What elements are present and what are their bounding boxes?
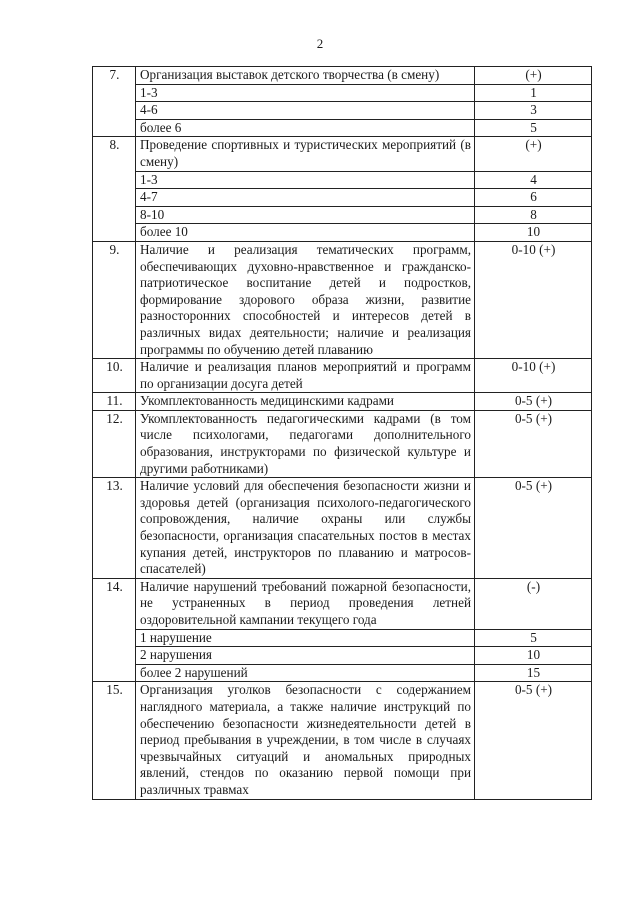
criterion-text: Наличие нарушений требований пожарной безопасности, не устраненных в период проведения летней оздоровительной кампании текущего года: [136, 578, 475, 629]
criteria-subrow: [93, 84, 592, 102]
subcriterion-text: 1-3: [136, 171, 475, 189]
criteria-row: [93, 241, 592, 358]
subcriterion-score: 8: [475, 206, 592, 224]
criteria-row: [93, 393, 592, 411]
criterion-text: Наличие и реализация тематических программ, обеспечивающих духовно-нравственное и гражданско-патриотическое воспитание детей и подростков, формирование здорового образа жизни, развитие разносторонних способностей и интересов детей в различных видах деятельности; наличие и реализация программы по обучению детей плаванию: [136, 241, 475, 358]
criteria-subrow: [93, 102, 592, 120]
subcriterion-score: 10: [475, 224, 592, 242]
subcriterion-score: 10: [475, 647, 592, 665]
criteria-subrow: [93, 629, 592, 647]
row-number: 11.: [93, 393, 136, 411]
criterion-score: 0-10 (+): [475, 241, 592, 358]
subcriterion-score: 5: [475, 119, 592, 137]
criterion-text: Наличие и реализация планов мероприятий и программ по организации досуга детей: [136, 359, 475, 393]
subcriterion-text: 4-7: [136, 189, 475, 207]
criteria-row: [93, 478, 592, 579]
criterion-score: (-): [475, 578, 592, 629]
criteria-row: [93, 682, 592, 799]
criterion-text: Укомплектованность педагогическими кадрами (в том числе психологами, педагогами дополнительного образования, инструкторами по физической культуре и другими работниками): [136, 410, 475, 477]
criteria-table: [92, 66, 592, 800]
criteria-row: [93, 67, 592, 85]
subcriterion-score: 5: [475, 629, 592, 647]
criteria-subrow: [93, 647, 592, 665]
row-number: 15.: [93, 682, 136, 799]
criteria-subrow: [93, 664, 592, 682]
criteria-row: [93, 578, 592, 629]
criterion-text: Организация уголков безопасности с содержанием наглядного материала, а также наличие инструкций по обеспечению безопасности жизнедеятельности детей в период пребывания в учреждении, в том числе в случаях чрезвычайных ситуаций и аномальных природных явлений, стендов по оказанию первой помощи при различных травмах: [136, 682, 475, 799]
criteria-subrow: [93, 119, 592, 137]
subcriterion-text: 1-3: [136, 84, 475, 102]
criterion-score: 0-5 (+): [475, 682, 592, 799]
criterion-score: 0-5 (+): [475, 478, 592, 579]
row-number: 14.: [93, 578, 136, 682]
criteria-subrow: [93, 224, 592, 242]
criteria-table-body: [93, 67, 592, 800]
criteria-row: [93, 359, 592, 393]
row-number: 8.: [93, 137, 136, 242]
criterion-text: Укомплектованность медицинскими кадрами: [136, 393, 475, 411]
subcriterion-text: 4-6: [136, 102, 475, 120]
subcriterion-score: 15: [475, 664, 592, 682]
subcriterion-score: 1: [475, 84, 592, 102]
subcriterion-text: 2 нарушения: [136, 647, 475, 665]
criterion-text: Организация выставок детского творчества (в смену): [136, 67, 475, 85]
criterion-text: Наличие условий для обеспечения безопасности жизни и здоровья детей (организация психолого-педагогического сопровождения, наличие охраны или службы безопасности, организация спасательных постов в местах купания детей, инструкторов по плаванию и матросов-спасателей): [136, 478, 475, 579]
row-number: 12.: [93, 410, 136, 477]
criterion-score: 0-10 (+): [475, 359, 592, 393]
subcriterion-text: более 10: [136, 224, 475, 242]
page-number: 2: [316, 36, 324, 51]
subcriterion-text: более 6: [136, 119, 475, 137]
subcriterion-score: 6: [475, 189, 592, 207]
row-number: 13.: [93, 478, 136, 579]
criteria-row: [93, 137, 592, 171]
criterion-score: (+): [475, 137, 592, 171]
subcriterion-text: 1 нарушение: [136, 629, 475, 647]
criteria-subrow: [93, 171, 592, 189]
subcriterion-text: 8-10: [136, 206, 475, 224]
row-number: 10.: [93, 359, 136, 393]
criterion-score: 0-5 (+): [475, 410, 592, 477]
criterion-score: (+): [475, 67, 592, 85]
subcriterion-score: 3: [475, 102, 592, 120]
row-number: 7.: [93, 67, 136, 137]
subcriterion-text: более 2 нарушений: [136, 664, 475, 682]
criteria-subrow: [93, 189, 592, 207]
criterion-score: 0-5 (+): [475, 393, 592, 411]
criterion-text: Проведение спортивных и туристических мероприятий (в смену): [136, 137, 475, 171]
subcriterion-score: 4: [475, 171, 592, 189]
criteria-row: [93, 410, 592, 477]
criteria-subrow: [93, 206, 592, 224]
row-number: 9.: [93, 241, 136, 358]
